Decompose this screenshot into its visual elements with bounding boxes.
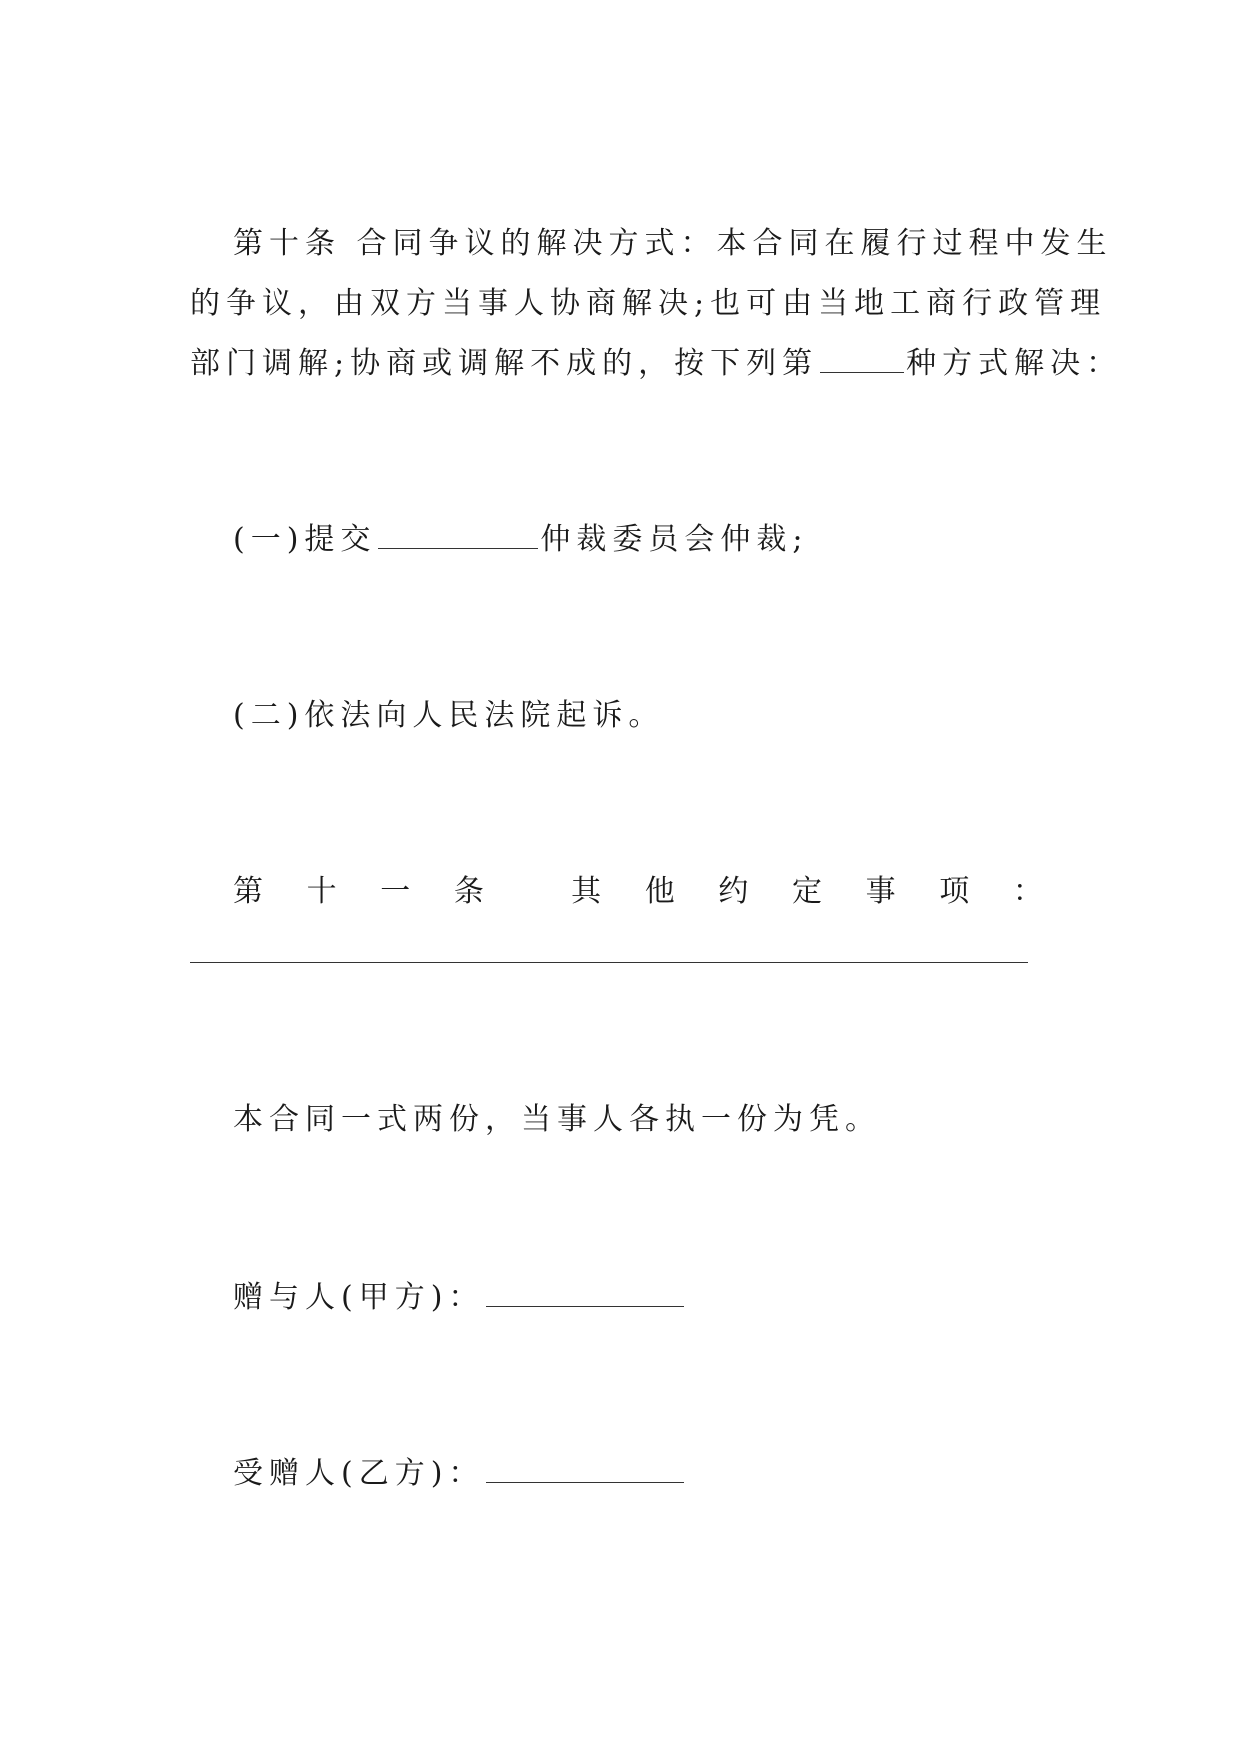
article-10-line-1 xyxy=(233,224,1113,264)
donee-label: 受赠人(乙方)： xyxy=(233,1456,485,1491)
arbitration-committee-blank[interactable] xyxy=(378,522,538,549)
option-1-line xyxy=(233,520,809,560)
article-10-text-3a: 部门调解;协商或调解不成的，按下列第 xyxy=(190,346,819,381)
donee-signature-blank[interactable] xyxy=(486,1456,684,1483)
method-number-blank[interactable] xyxy=(820,346,904,373)
article-11-char: 约 xyxy=(718,874,749,909)
donor-line xyxy=(233,1278,686,1318)
article-10-text-1: 第十条 合同争议的解决方式：本合同在履行过程中发生 xyxy=(233,226,1113,261)
article-11-char: 十 xyxy=(306,874,337,909)
other-terms-blank-line[interactable] xyxy=(190,962,1028,963)
option-2-text: (二)依法向人民法院起诉。 xyxy=(233,698,665,733)
donor-signature-blank[interactable] xyxy=(486,1280,684,1307)
article-11-char: 项 xyxy=(939,874,970,909)
copies-text: 本合同一式两份，当事人各执一份为凭。 xyxy=(233,1102,881,1137)
article-11-char: 条 xyxy=(453,874,484,909)
copies-line xyxy=(233,1100,881,1140)
article-11-heading xyxy=(233,872,1043,912)
option-2-line xyxy=(233,696,664,736)
article-11-char: 其 xyxy=(571,874,602,909)
article-11-char: 事 xyxy=(865,874,896,909)
article-11-char: 他 xyxy=(644,874,675,909)
article-10-line-3 xyxy=(190,344,1122,384)
donor-label: 赠与人(甲方)： xyxy=(233,1280,485,1315)
article-11-char: 一 xyxy=(380,874,411,909)
option-1-text-b: 仲裁委员会仲裁; xyxy=(540,522,809,557)
donee-line xyxy=(233,1454,686,1494)
article-10-text-3b: 种方式解决： xyxy=(906,346,1123,381)
article-11-char: 第 xyxy=(233,874,263,909)
article-10-line-2 xyxy=(190,284,1106,324)
option-1-text-a: (一)提交 xyxy=(233,522,377,557)
article-11-char: 定 xyxy=(792,874,822,909)
article-11-char: ： xyxy=(1012,874,1043,909)
article-10-text-2: 的争议，由双方当事人协商解决;也可由当地工商行政管理 xyxy=(190,286,1107,321)
